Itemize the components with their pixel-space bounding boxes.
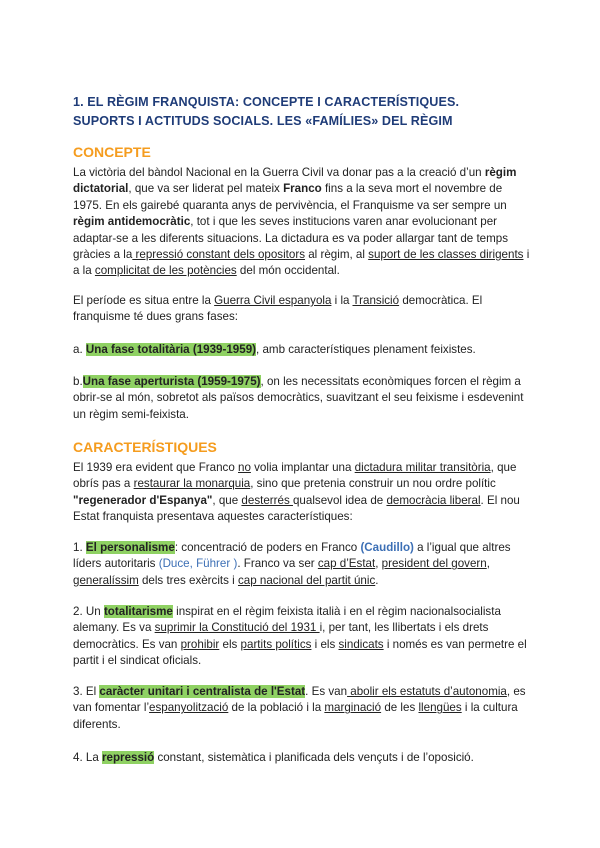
underlined-text: repressió constant dels opositors	[132, 248, 306, 262]
underlined-text: sindicats	[338, 637, 384, 651]
text: ,	[375, 557, 382, 571]
text: a l’igual que altres líders autoritaris	[73, 541, 511, 571]
caracteristiques-intro	[73, 460, 533, 526]
blue-text: (Caudillo)	[360, 541, 414, 554]
underlined-text: cap nacional del partit únic	[237, 573, 376, 587]
bold-text: Franco	[283, 182, 322, 196]
highlighted-text: El personalisme	[85, 541, 175, 554]
text: del món occidental.	[236, 264, 340, 278]
text: 4. La	[73, 751, 103, 764]
underlined-text: dictadura militar transitòria	[354, 461, 491, 474]
underlined-text: democràcia liberal	[386, 493, 481, 507]
text: volia implantar una	[250, 461, 355, 474]
text: i, per tant, les llibertats i els drets democràtics. Es van	[73, 621, 489, 651]
text: a.	[73, 343, 86, 356]
bold-text: "regenerador d'Espanya"	[73, 493, 213, 507]
text: dels tres exèrcits i	[138, 573, 238, 587]
text: i els	[311, 637, 339, 651]
phase-a	[73, 342, 533, 358]
text: , que va ser liderat pel mateix	[128, 182, 284, 196]
text: i la cultura diferents.	[73, 701, 518, 731]
text: .	[375, 573, 379, 587]
text: , tot i que les seves institucions varen anar evolucionant per adaptar-se a les diferents situacions. La dictadura es va poder allargar tant de temps gràcies a la	[73, 215, 509, 262]
text: 2. Un	[73, 605, 104, 618]
characteristic-item-2	[73, 604, 533, 670]
underlined-text: llengües	[418, 701, 462, 715]
heading-concepte: CONCEPTE	[73, 144, 151, 160]
text: inspirat en el règim feixista italià i en el règim nacionalsocialista alemany. Es va	[73, 605, 501, 635]
text: de la població i la	[228, 701, 325, 715]
highlighted-text: Una fase totalitària (1939-1959)	[85, 343, 257, 356]
text: , sino que pretenia construir un nou ordre polític	[250, 477, 496, 491]
characteristic-item-4	[73, 750, 533, 766]
text: els	[219, 637, 241, 651]
text: . Es van	[305, 685, 348, 698]
text: i a la	[73, 248, 530, 278]
text: , on les necessitats econòmiques forcen el règim a obrir-se al món, sobretot als països democràtics, suavitzant el seu feixisme i esdevenint un règim semi-feixista.	[73, 375, 524, 421]
text: qualsevol idea de	[292, 493, 387, 507]
underlined-text: desterrés	[241, 493, 293, 507]
text: constant, sistemàtica i planificada dels vençuts i de l’oposició.	[154, 751, 474, 764]
text: El període es situa entre la	[73, 294, 215, 307]
text: , que obrís pas a	[73, 461, 517, 491]
underlined-text: partits polítics	[240, 637, 312, 651]
text: . Franco va ser	[237, 557, 318, 571]
concepte-paragraph-2	[73, 293, 533, 326]
concepte-paragraph-1	[73, 165, 533, 280]
underlined-text: espanyolització	[149, 701, 229, 715]
page-title	[73, 93, 543, 131]
underlined-text: Guerra Civil espanyola	[214, 294, 332, 307]
highlighted-text: totalitarisme	[103, 605, 173, 618]
text: , es van fomentar l’	[73, 685, 526, 715]
text: i la	[331, 294, 353, 307]
highlighted-text: caràcter unitari i centralista de l'Estat	[99, 685, 306, 698]
text: 3. El	[73, 685, 100, 698]
text: fins a la seva mort el novembre de 1975. En els gairebé quaranta anys de pervivència, el Franquisme va ser sempre un	[73, 182, 507, 212]
blue-text: (Duce, Führer )	[158, 557, 238, 571]
phase-b	[73, 374, 533, 423]
text: : concentració de poders en Franco	[174, 541, 361, 554]
underlined-text: suport de les classes dirigents	[368, 248, 524, 262]
underlined-text: abolir els estatuts d’autonomia	[347, 685, 507, 698]
bold-text: règim antidemocràtic	[73, 215, 191, 229]
title-line-1: 1. EL RÈGIM FRANQUISTA: CONCEPTE I CARACTERÍSTIQUES.	[73, 95, 460, 109]
bold-text: règim dictatorial	[73, 166, 517, 196]
text: . El nou Estat franquista presentava aquestes característiques:	[73, 493, 520, 524]
characteristic-item-1	[73, 540, 533, 589]
underlined-text: suprimir la Constitució del 1931	[154, 621, 320, 635]
underlined-text: complicitat de les potències	[94, 264, 237, 278]
underlined-text: generalíssim	[73, 573, 139, 587]
underlined-text: no	[238, 461, 251, 474]
heading-caracteristiques: CARACTERÍSTIQUES	[73, 439, 217, 455]
text: 1.	[73, 541, 86, 554]
text: ,	[486, 557, 490, 571]
underlined-text: president del govern	[381, 557, 487, 571]
text: La victòria del bàndol Nacional en la Guerra Civil va donar pas a la creació d’un	[73, 166, 485, 179]
highlighted-text: Una fase aperturista (1959-1975)	[82, 375, 261, 388]
text: , que	[212, 493, 242, 507]
text: El 1939 era evident que Franco	[73, 461, 238, 474]
text: de les	[381, 701, 419, 715]
text: i només es van permetre el partit i el sindicat oficials.	[73, 637, 527, 668]
text: , amb característiques plenament feixistes.	[256, 343, 476, 356]
underlined-text: Transició	[352, 294, 400, 307]
highlighted-text: repressió	[102, 751, 155, 764]
underlined-text: marginació	[324, 701, 382, 715]
underlined-text: cap d’Estat	[317, 557, 376, 571]
text: democràtica. El franquisme té dues grans fases:	[73, 294, 483, 324]
title-line-2: SUPORTS I ACTITUDS SOCIALS. LES «FAMÍLIES» DEL RÈGIM	[73, 114, 453, 128]
characteristic-item-3	[73, 684, 533, 733]
underlined-text: restaurar la monarquia	[133, 477, 251, 491]
underlined-text: prohibir	[180, 637, 220, 651]
text: b.	[73, 375, 83, 388]
text: al règim, al	[305, 248, 369, 262]
